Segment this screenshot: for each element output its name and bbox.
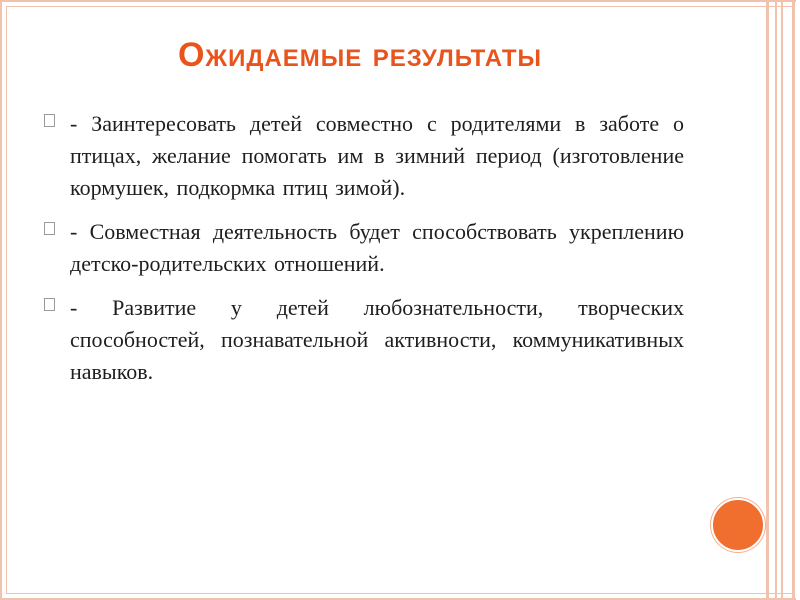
bullet-box-icon — [44, 114, 55, 127]
bullet-box-icon — [44, 298, 55, 311]
slide-title: Ожидаемые результаты — [177, 36, 543, 74]
list-item — [44, 292, 684, 388]
right-frame-band — [792, 0, 795, 600]
right-frame-band — [766, 0, 769, 600]
bullet-text: - Заинтересовать детей совместно с родителями в заботе о птицах, желание помогать им в зимний период (изготовление кормушек, подкормка птиц зимой). — [70, 111, 684, 200]
right-frame-band — [775, 0, 777, 600]
bullet-list — [44, 108, 684, 400]
bullet-box-icon — [44, 222, 55, 235]
bullet-text: - Совместная деятельность будет способствовать укреплению детско-родительских отношений. — [70, 219, 684, 276]
list-item — [44, 216, 684, 280]
bullet-text: - Развитие у детей любознательности, творческих способностей, познавательной активности, коммуникативных навыков. — [70, 295, 684, 384]
decorative-circle — [711, 498, 765, 552]
right-frame-band — [781, 0, 783, 600]
list-item — [44, 108, 684, 204]
